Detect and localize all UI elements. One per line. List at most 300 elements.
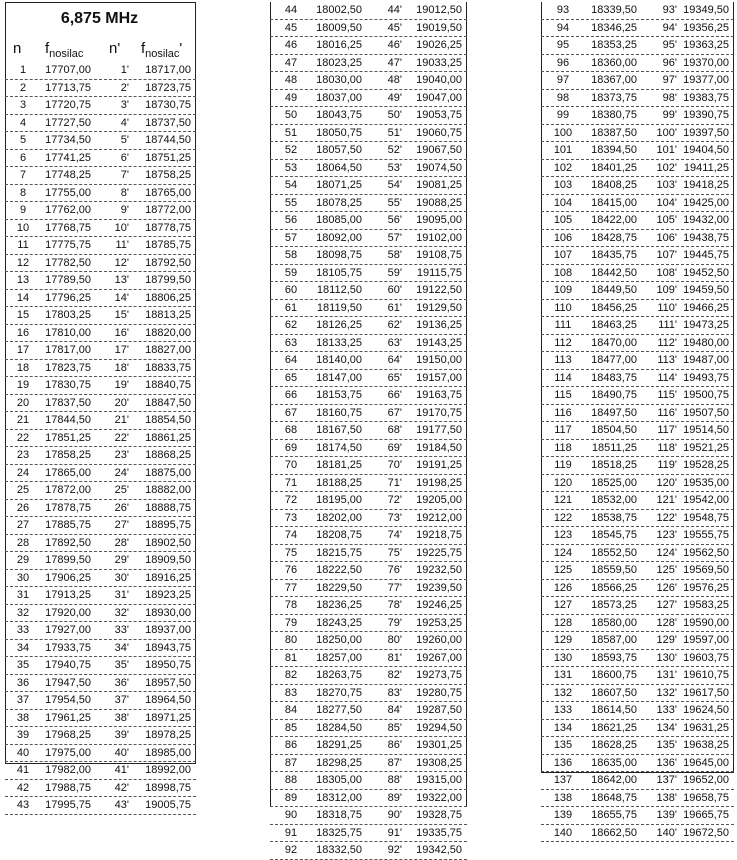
cell-frequency-prime: 19115,75 (416, 266, 462, 279)
cell-n-prime: 45' (387, 21, 402, 34)
header-f: $f_{nosilac}$ (45, 40, 84, 60)
cell-frequency: 17878,75 (45, 501, 91, 514)
cell-n-prime: 22' (114, 431, 129, 444)
table-row (270, 230, 467, 248)
cell-frequency: 18147,00 (316, 371, 362, 384)
cell-n-prime: 85' (387, 721, 402, 734)
cell-frequency-prime: 18943,75 (145, 641, 191, 654)
cell-frequency: 18394,50 (591, 144, 637, 156)
cell-n-prime: 71' (387, 476, 402, 489)
cell-frequency-prime: 19273,75 (416, 669, 462, 681)
table-row (270, 667, 467, 685)
cell-n: 126 (553, 581, 573, 594)
cell-frequency: 17899,50 (45, 554, 91, 566)
cell-n: 72 (284, 494, 298, 506)
table-row (270, 510, 467, 528)
cell-n-prime: 7' (120, 169, 129, 181)
cell-n-prime: 136' (656, 756, 677, 769)
cell-n: 16 (16, 326, 30, 339)
table-row (541, 2, 734, 20)
cell-frequency-prime: 19390,75 (683, 109, 729, 121)
cell-frequency-prime: 19548,75 (683, 511, 729, 524)
cell-n: 137 (553, 774, 573, 786)
cell-frequency-prime: 19569,50 (683, 564, 729, 576)
table-row (270, 685, 467, 703)
table-title: 6,875 MHz (60, 10, 139, 27)
cell-n-prime: 78' (387, 599, 402, 611)
cell-n-prime: 87' (387, 756, 402, 769)
cell-frequency-prime: 18964,50 (145, 694, 191, 706)
cell-n: 28 (16, 536, 30, 549)
table-column-1 (5, 2, 196, 811)
cell-n: 31 (16, 589, 30, 601)
cell-n-prime: 114' (657, 371, 677, 384)
cell-frequency: 18552,50 (591, 546, 637, 559)
cell-frequency-prime: 19122,50 (416, 284, 462, 296)
cell-n: 117 (554, 424, 572, 436)
cell-n-prime: 4' (120, 116, 129, 129)
cell-frequency-prime: 19177,50 (416, 424, 462, 436)
cell-frequency-prime: 19542,00 (683, 494, 729, 506)
cell-frequency: 18195,00 (316, 494, 362, 506)
cell-frequency-prime: 19445,75 (683, 249, 729, 261)
cell-n-prime: 106' (656, 231, 677, 244)
table-row (270, 825, 467, 843)
cell-frequency: 17748,25 (45, 169, 91, 181)
cell-n: 21 (16, 414, 30, 426)
cell-n: 5 (19, 134, 27, 146)
header-n-prime: n' (109, 40, 121, 57)
cell-n: 85 (284, 721, 298, 734)
cell-n-prime: 2' (120, 81, 129, 94)
table-row (541, 335, 734, 353)
table-row (270, 247, 467, 265)
table-row (541, 265, 734, 283)
cell-n-prime: 122' (656, 511, 677, 524)
cell-frequency: 18435,75 (591, 249, 637, 261)
cell-n: 1 (19, 64, 27, 76)
table-row (541, 20, 734, 38)
cell-frequency-prime: 19308,25 (416, 756, 462, 769)
cell-n: 59 (284, 266, 298, 279)
cell-frequency-prime: 19301,25 (416, 739, 462, 751)
cell-n: 64 (284, 354, 298, 366)
cell-n-prime: 127' (656, 599, 677, 611)
table-row (541, 370, 734, 388)
cell-n-prime: 75' (387, 546, 402, 559)
cell-frequency-prime: 19631,25 (683, 721, 729, 734)
cell-n: 15 (16, 309, 30, 321)
cell-n: 10 (16, 221, 30, 234)
table-row (270, 177, 467, 195)
cell-n-prime: 5' (120, 134, 129, 146)
cell-n-prime: 72' (387, 494, 402, 506)
cell-frequency: 17913,25 (45, 589, 91, 601)
cell-n-prime: 59' (387, 266, 402, 279)
cell-frequency: 18037,00 (316, 91, 362, 104)
cell-frequency-prime: 18854,50 (145, 414, 191, 426)
cell-frequency-prime: 19363,25 (683, 39, 729, 51)
cell-frequency-prime: 18957,50 (145, 676, 191, 689)
cell-n: 116 (554, 406, 572, 419)
cell-n: 132 (553, 686, 573, 699)
table-row (541, 667, 734, 685)
cell-frequency-prime: 19246,25 (416, 599, 462, 611)
table-row (541, 405, 734, 423)
cell-frequency: 17933,75 (45, 641, 91, 654)
cell-frequency: 18050,75 (316, 126, 362, 139)
cell-n-prime: 38' (114, 711, 129, 724)
cell-frequency: 18415,00 (591, 196, 637, 209)
table-row (270, 107, 467, 125)
cell-frequency: 18504,50 (591, 424, 637, 436)
cell-frequency-prime: 18827,00 (145, 344, 191, 356)
cell-n: 34 (16, 641, 30, 654)
cell-frequency-prime: 18799,50 (145, 274, 191, 286)
table-row (270, 737, 467, 755)
cell-n: 104 (553, 196, 573, 209)
cell-n-prime: 103' (656, 179, 677, 191)
table-row (270, 55, 467, 73)
cell-n-prime: 100' (656, 126, 677, 139)
table-row (5, 342, 196, 360)
table-row (270, 422, 467, 440)
cell-n: 109 (553, 284, 573, 296)
cell-n-prime: 61' (387, 301, 402, 314)
cell-n: 53 (284, 161, 298, 174)
cell-n-prime: 1' (120, 64, 129, 76)
table-row (541, 615, 734, 633)
table-row (270, 527, 467, 545)
table-row (541, 737, 734, 755)
cell-n-prime: 39' (114, 729, 129, 741)
cell-n-prime: 8' (120, 186, 129, 199)
cell-n-prime: 26' (114, 501, 129, 514)
cell-n: 51 (284, 126, 298, 139)
cell-frequency-prime: 18992,00 (145, 764, 191, 776)
cell-frequency-prime: 19218,75 (416, 529, 462, 541)
cell-n: 93 (556, 4, 570, 16)
cell-n: 128 (553, 616, 573, 629)
table-row (541, 142, 734, 160)
cell-n-prime: 137' (656, 774, 677, 786)
cell-n: 58 (284, 249, 298, 261)
cell-n-prime: 81' (387, 651, 402, 664)
cell-n-prime: 53' (387, 161, 402, 174)
cell-frequency-prime: 19212,00 (416, 511, 462, 524)
table-row (541, 72, 734, 90)
cell-frequency: 18401,25 (591, 161, 637, 174)
cell-frequency-prime: 19033,25 (416, 56, 462, 69)
cell-frequency: 18408,25 (591, 179, 637, 191)
cell-n: 60 (284, 284, 298, 296)
cell-n: 9 (19, 204, 27, 216)
cell-n: 44 (284, 4, 298, 16)
table-row (270, 265, 467, 283)
cell-n-prime: 109' (656, 284, 677, 296)
cell-frequency: 17823,75 (45, 361, 91, 374)
cell-n: 88 (284, 774, 298, 786)
cell-frequency-prime: 19521,25 (683, 441, 729, 454)
cell-frequency: 17768,75 (45, 221, 91, 234)
cell-frequency-prime: 18937,00 (145, 624, 191, 636)
cell-frequency-prime: 18985,00 (145, 746, 191, 759)
cell-frequency-prime: 19198,25 (416, 476, 462, 489)
cell-frequency: 17892,50 (45, 536, 91, 549)
cell-frequency-prime: 19370,00 (683, 56, 729, 69)
cell-n: 17 (16, 344, 30, 356)
table-row (541, 160, 734, 178)
cell-n: 67 (284, 406, 298, 419)
cell-n: 112 (554, 336, 572, 349)
cell-n: 100 (553, 126, 573, 139)
table-row (541, 107, 734, 125)
cell-n-prime: 64' (387, 354, 402, 366)
cell-n-prime: 73' (387, 511, 402, 524)
cell-frequency-prime: 18792,50 (145, 256, 191, 269)
table-row (270, 195, 467, 213)
cell-n: 120 (553, 476, 573, 489)
cell-frequency-prime: 19610,75 (683, 669, 729, 681)
cell-frequency: 18538,75 (591, 511, 637, 524)
cell-frequency: 18016,25 (316, 39, 362, 51)
table-row (541, 475, 734, 493)
cell-frequency-prime: 18723,75 (145, 81, 191, 94)
cell-n: 86 (284, 739, 298, 751)
table-row (5, 220, 196, 238)
cell-n-prime: 128' (656, 616, 677, 629)
cell-n-prime: 76' (387, 564, 402, 576)
cell-frequency: 18229,50 (316, 581, 362, 594)
cell-frequency: 18126,25 (316, 319, 362, 331)
cell-frequency: 18257,00 (316, 651, 362, 664)
cell-n-prime: 32' (114, 606, 129, 619)
table-row (541, 755, 734, 773)
table-row (270, 615, 467, 633)
table-row (541, 772, 734, 790)
cell-n: 6 (19, 151, 27, 164)
cell-frequency-prime: 19665,75 (683, 809, 729, 821)
table-row (270, 20, 467, 38)
cell-n: 135 (553, 739, 573, 751)
cell-frequency-prime: 18744,50 (145, 134, 191, 146)
cell-n: 45 (284, 21, 298, 34)
cell-frequency: 18277,50 (316, 704, 362, 716)
cell-n: 98 (556, 91, 570, 104)
cell-frequency-prime: 19617,50 (683, 686, 729, 699)
cell-frequency: 18566,25 (591, 581, 637, 594)
cell-frequency: 18511,25 (591, 441, 637, 454)
table-row (5, 675, 196, 693)
cell-n-prime: 130' (656, 651, 677, 664)
cell-n-prime: 60' (387, 284, 402, 296)
table-row (5, 727, 196, 745)
cell-frequency-prime: 18909,50 (145, 554, 191, 566)
cell-frequency-prime: 19157,00 (416, 371, 462, 384)
table-row (5, 412, 196, 430)
cell-frequency-prime: 19005,75 (145, 799, 191, 811)
cell-frequency: 18057,50 (316, 144, 362, 156)
cell-frequency-prime: 18813,25 (145, 309, 191, 321)
cell-frequency-prime: 19287,50 (416, 704, 462, 716)
cell-n-prime: 69' (387, 441, 402, 454)
cell-n-prime: 97' (662, 74, 677, 86)
table-row (541, 632, 734, 650)
cell-frequency: 17858,25 (45, 449, 91, 461)
cell-n: 106 (553, 231, 573, 244)
cell-n-prime: 16' (114, 326, 129, 339)
cell-frequency: 18160,75 (316, 406, 362, 419)
cell-frequency: 18202,00 (316, 511, 362, 524)
cell-frequency: 18449,50 (591, 284, 637, 296)
cell-frequency-prime: 18923,25 (145, 589, 191, 601)
cell-frequency-prime: 18737,50 (145, 116, 191, 129)
cell-n-prime: 43' (114, 799, 129, 811)
cell-n-prime: 12' (114, 256, 129, 269)
cell-n-prime: 104' (656, 196, 677, 209)
cell-n-prime: 121' (656, 494, 677, 506)
cell-n-prime: 65' (387, 371, 402, 384)
cell-frequency-prime: 19535,00 (683, 476, 729, 489)
cell-n-prime: 40' (114, 746, 129, 759)
cell-n-prime: 55' (387, 196, 402, 209)
cell-n: 46 (284, 39, 298, 51)
cell-n: 57 (284, 231, 298, 244)
cell-n-prime: 98' (662, 91, 677, 104)
cell-n-prime: 82' (387, 669, 402, 681)
cell-n: 123 (553, 529, 573, 541)
cell-n-prime: 33' (114, 624, 129, 636)
cell-frequency: 17865,00 (45, 466, 91, 479)
cell-n-prime: 96' (662, 56, 677, 69)
table-row (270, 37, 467, 55)
cell-n: 96 (556, 56, 570, 69)
cell-n: 19 (16, 379, 30, 391)
cell-n: 52 (284, 144, 298, 156)
table-row (541, 195, 734, 213)
table-row (5, 517, 196, 535)
cell-n: 62 (284, 319, 298, 331)
cell-frequency-prime: 19060,75 (416, 126, 462, 139)
cell-n-prime: 28' (114, 536, 129, 549)
table-row (270, 160, 467, 178)
cell-n-prime: 34' (114, 641, 129, 654)
cell-frequency-prime: 19500,75 (683, 389, 729, 401)
cell-n: 97 (556, 74, 570, 86)
cell-n: 122 (553, 511, 573, 524)
table-row (5, 762, 196, 780)
cell-frequency: 18325,75 (316, 826, 362, 839)
cell-n: 35 (16, 659, 30, 671)
cell-frequency: 17940,75 (45, 659, 91, 671)
cell-frequency: 18648,75 (591, 791, 637, 804)
table-row (5, 290, 196, 308)
cell-frequency: 17775,75 (45, 239, 91, 251)
cell-frequency: 18456,25 (591, 301, 637, 314)
header-f-prime: $f_{nosilac}'$ (141, 40, 183, 60)
cell-frequency: 18222,50 (316, 564, 362, 576)
cell-frequency-prime: 19576,25 (683, 581, 729, 594)
cell-frequency: 17844,50 (45, 414, 91, 426)
cell-frequency: 18600,75 (591, 669, 637, 681)
cell-frequency: 17961,25 (45, 711, 91, 724)
cell-frequency-prime: 19315,00 (416, 774, 462, 786)
cell-n-prime: 119' (657, 459, 677, 471)
table-row (541, 650, 734, 668)
table-row (5, 237, 196, 255)
cell-frequency-prime: 18785,75 (145, 239, 191, 251)
cell-n-prime: 108' (656, 266, 677, 279)
cell-n-prime: 3' (120, 99, 129, 111)
cell-n: 102 (553, 161, 573, 174)
table-row (270, 492, 467, 510)
cell-frequency-prime: 18847,50 (145, 396, 191, 409)
cell-frequency-prime: 19528,25 (683, 459, 729, 471)
cell-n: 54 (284, 179, 298, 191)
table-row (541, 317, 734, 335)
cell-n: 89 (284, 791, 298, 804)
table-row (5, 97, 196, 115)
table-row (541, 282, 734, 300)
cell-frequency-prime: 19487,00 (683, 354, 729, 366)
cell-n-prime: 20' (114, 396, 129, 409)
cell-n: 83 (284, 686, 298, 699)
cell-frequency: 18360,00 (591, 56, 637, 69)
cell-n: 139 (553, 809, 573, 821)
cell-n: 32 (16, 606, 30, 619)
cell-n: 125 (553, 564, 573, 576)
cell-frequency-prime: 19280,75 (416, 686, 462, 699)
cell-n-prime: 135' (656, 739, 677, 751)
cell-n: 140 (553, 826, 573, 839)
cell-n-prime: 51' (387, 126, 402, 139)
cell-n-prime: 15' (114, 309, 129, 321)
cell-frequency-prime: 19383,75 (683, 91, 729, 104)
cell-frequency: 17872,00 (45, 484, 91, 496)
cell-frequency: 18477,00 (591, 354, 637, 366)
cell-frequency-prime: 19170,75 (416, 406, 462, 419)
cell-frequency: 18030,00 (316, 74, 362, 86)
table-row (270, 790, 467, 808)
cell-frequency: 18428,75 (591, 231, 637, 244)
cell-n-prime: 58' (387, 249, 402, 261)
cell-n-prime: 86' (387, 739, 402, 751)
cell-n-prime: 67' (387, 406, 402, 419)
cell-frequency-prime: 19232,50 (416, 564, 462, 576)
cell-frequency-prime: 18833,75 (145, 361, 191, 374)
cell-frequency-prime: 19377,00 (683, 74, 729, 86)
table-row (5, 622, 196, 640)
table-column-2 (270, 2, 467, 856)
table-row (5, 447, 196, 465)
cell-frequency: 18312,00 (316, 791, 362, 804)
cell-n-prime: 37' (114, 694, 129, 706)
cell-frequency: 18140,00 (316, 354, 362, 366)
table-row (270, 387, 467, 405)
cell-frequency: 18009,50 (316, 21, 362, 34)
cell-n: 12 (16, 256, 30, 269)
cell-frequency: 18270,75 (316, 686, 362, 699)
cell-n-prime: 50' (387, 109, 402, 121)
cell-frequency-prime: 19019,50 (416, 21, 462, 34)
cell-frequency: 17720,75 (45, 99, 91, 111)
cell-frequency-prime: 19493,75 (683, 371, 729, 384)
table-row (270, 562, 467, 580)
cell-n: 18 (16, 361, 30, 374)
table-row (5, 202, 196, 220)
table-row (5, 132, 196, 150)
cell-frequency-prime: 19397,50 (683, 126, 729, 139)
